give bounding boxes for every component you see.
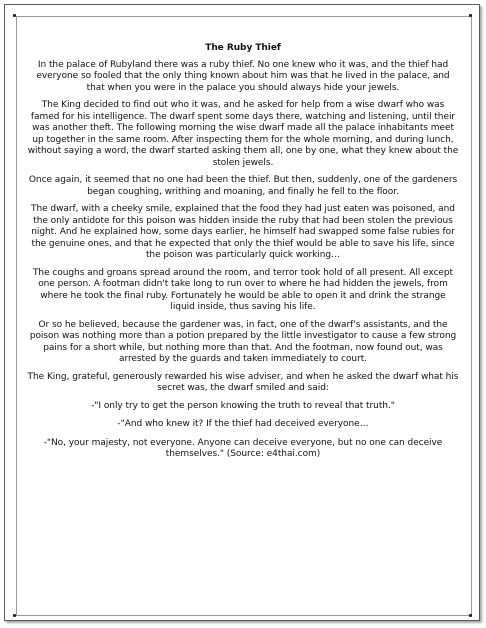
corner-mark-bottom-left	[13, 614, 16, 617]
corner-mark-top-left	[13, 14, 16, 17]
story-paragraph: The King, grateful, generously rewarded his wise adviser, and when he asked the dwarf what his secret was, the dwarf smiled and said:	[27, 371, 459, 393]
story-content	[27, 43, 459, 468]
corner-mark-top-right	[469, 14, 472, 17]
dialogue-line: -"I only try to get the person knowing the truth to reveal that truth."	[91, 400, 395, 411]
dialogue-line: -"And who knew it? If the thief had deceived everyone…	[117, 419, 369, 429]
story-paragraph: Or so he believed, because the gardener was, in fact, one of the dwarf's assistants, and the poison was nothing more than a potion prepared by the little investigator to cause a few strong pains for a short while, but nothing more than that. And the footman, now found out, was arrested by the guards and taken immediately to court.	[29, 319, 457, 364]
story-title: The Ruby Thief	[205, 43, 281, 53]
story-paragraph: Once again, it seemed that no one had been the thief. But then, suddenly, one of the gardeners began coughing, writhing and moaning, and finally he fell to the floor.	[28, 175, 458, 197]
story-paragraph: The King decided to find out who it was, and he asked for help from a wise dwarf who was famed for his intelligence. The dwarf spent some days there, watching and listening, until their was another theft. The following morning the wise dwarf made all the palace inhabitants meet up together in the same room. After inspecting them for the whole morning, and during lunch, without saying a word, the dwarf started asking them all, one by one, what they knew about the stolen jewels.	[27, 100, 459, 168]
dialogue-line: -"No, your majesty, not everyone. Anyone can deceive everyone, but no one can deceive themselves." (Source: e4thai.com)	[43, 437, 443, 459]
story-paragraph: In the palace of Rubyland there was a ruby thief. No one knew who it was, and the thief had everyone so fooled that the only thing known about him was that he lived in the palace, and that when you were in the palace you should always hide your jewels.	[36, 59, 450, 93]
corner-mark-bottom-right	[469, 614, 472, 617]
story-paragraph: The coughs and groans spread around the room, and terror took hold of all present. All except one person. A footman didn't take long to run over to where he had hidden the jewels, from where he took the final ruby. Fortunately he would be able to open it and drink the strange liquid inside, thus saving his life.	[32, 267, 454, 312]
story-paragraph: The dwarf, with a cheeky smile, explained that the food they had just eaten was poisoned, and the only antidote for this poison was hidden inside the ruby that had been stolen the previous night. And he explained how, some days earlier, he himself had swapped some false rubies for the genuine ones, and that he expected that only the thief would be able to save his life, since the poison was particularly quick working…	[31, 204, 455, 260]
